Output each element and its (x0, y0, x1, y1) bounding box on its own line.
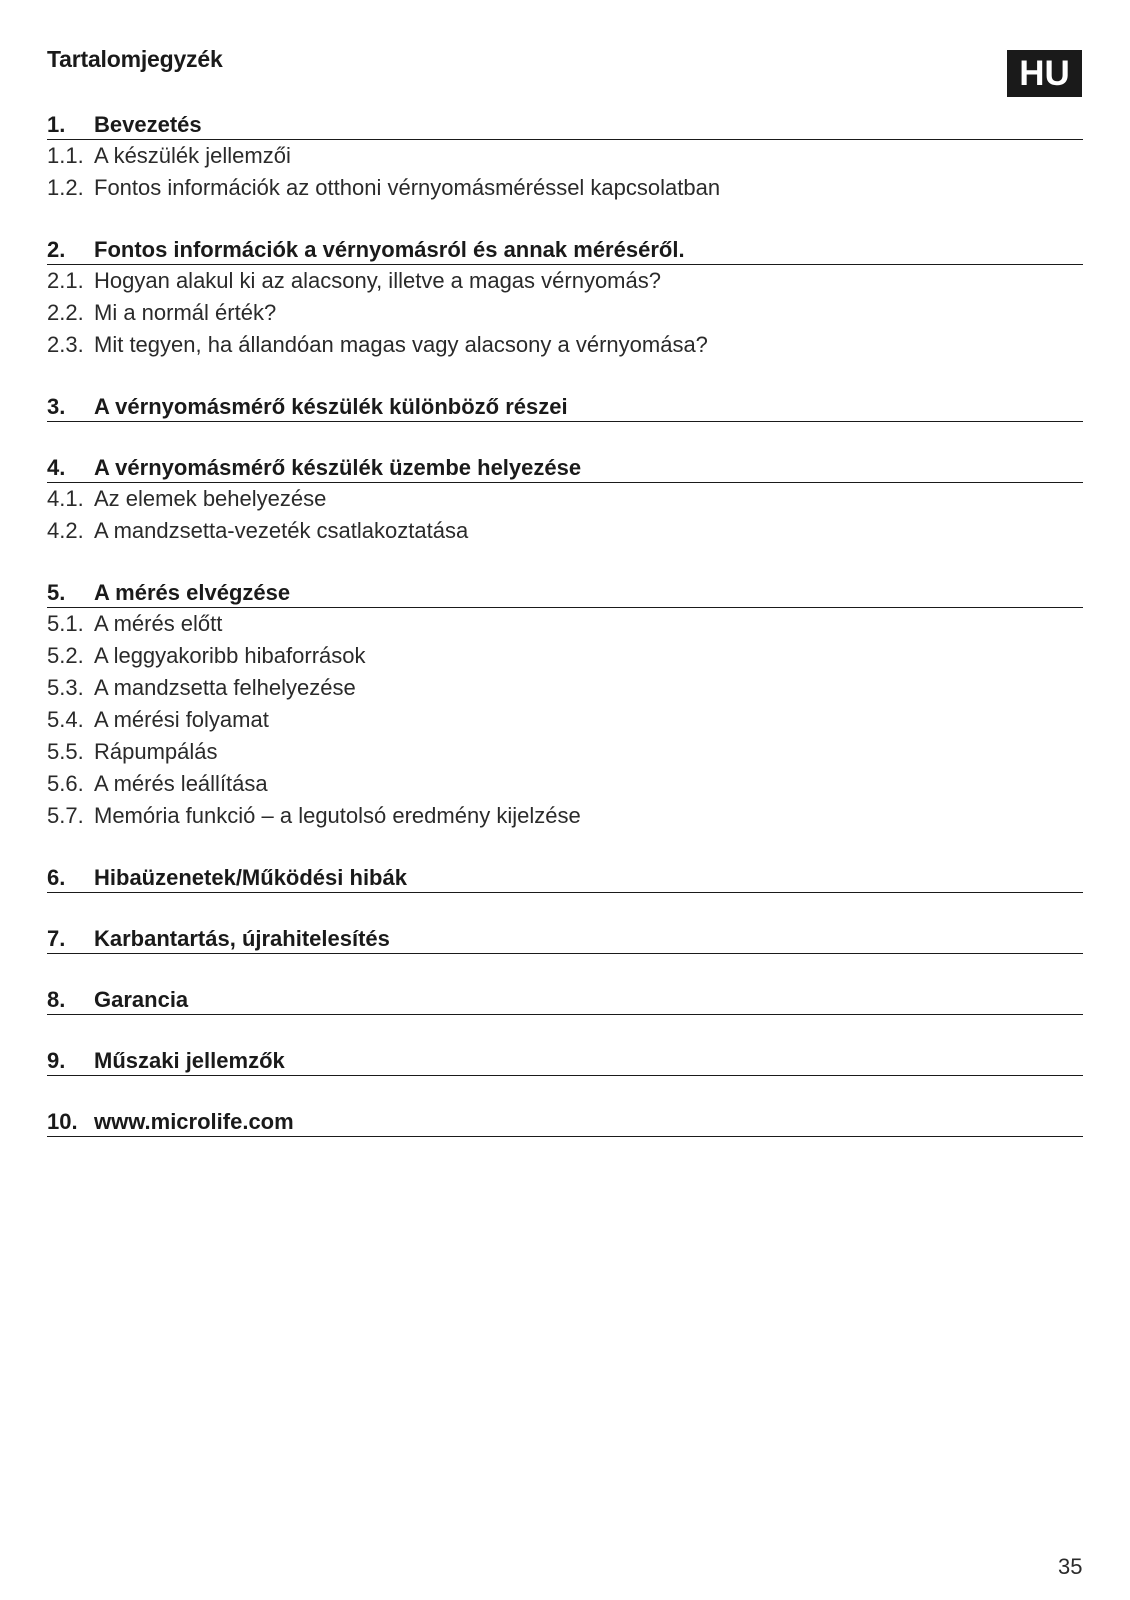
subsection-number: 2.2. (47, 300, 84, 325)
subsection-number: 5.6. (47, 771, 84, 796)
language-badge: HU (1007, 50, 1082, 97)
section-heading[interactable] (47, 1107, 1083, 1137)
subsection-entry[interactable] (47, 483, 1083, 515)
subsection-number: 5.3. (47, 675, 84, 700)
toc-section (47, 1046, 1083, 1076)
section-heading[interactable] (47, 453, 1083, 483)
section-number: 7. (47, 926, 66, 951)
subsection-title: Rápumpálás (94, 739, 218, 764)
section-heading[interactable] (47, 110, 1083, 140)
section-title: Fontos információk a vérnyomásról és annak méréséről. (94, 237, 685, 262)
section-title: A vérnyomásmérő készülék különböző részei (94, 394, 568, 419)
subsection-entry[interactable] (47, 704, 1083, 736)
subsection-title: Fontos információk az otthoni vérnyomásméréssel kapcsolatban (94, 175, 721, 200)
subsection-number: 1.1. (47, 143, 84, 168)
section-title: Garancia (94, 987, 189, 1012)
subsection-title: A készülék jellemzői (94, 143, 291, 168)
toc-section (47, 453, 1083, 547)
section-heading[interactable] (47, 392, 1083, 422)
toc-section (47, 924, 1083, 954)
subsection-title: A mérés előtt (94, 611, 223, 636)
toc-section (47, 863, 1083, 893)
subsection-entry[interactable] (47, 329, 1083, 361)
section-number: 6. (47, 865, 66, 890)
page-title: Tartalomjegyzék (47, 46, 223, 72)
section-number: 9. (47, 1048, 66, 1073)
toc-section (47, 578, 1083, 832)
section-number: 2. (47, 237, 66, 262)
subsection-entry[interactable] (47, 736, 1083, 768)
subsection-number: 5.2. (47, 643, 84, 668)
subsection-title: A mérési folyamat (94, 707, 269, 732)
subsection-entry[interactable] (47, 672, 1083, 704)
section-number: 3. (47, 394, 66, 419)
section-heading[interactable] (47, 578, 1083, 608)
subsection-title: Mi a normál érték? (94, 300, 277, 325)
section-title: Karbantartás, újrahitelesítés (94, 926, 390, 951)
subsection-number: 4.1. (47, 486, 84, 511)
table-of-contents (47, 110, 1083, 1168)
subsection-number: 1.2. (47, 175, 84, 200)
section-number: 1. (47, 112, 66, 137)
section-heading[interactable] (47, 924, 1083, 954)
section-heading[interactable] (47, 863, 1083, 893)
subsection-title: A mandzsetta-vezeték csatlakoztatása (94, 518, 469, 543)
section-title: Műszaki jellemzők (94, 1048, 285, 1073)
section-number: 5. (47, 580, 66, 605)
section-heading[interactable] (47, 985, 1083, 1015)
subsection-number: 5.5. (47, 739, 84, 764)
subsection-title: Mit tegyen, ha állandóan magas vagy alacsony a vérnyomása? (94, 332, 708, 357)
subsection-number: 5.7. (47, 803, 84, 828)
page-number: 35 (1058, 1554, 1083, 1579)
toc-section (47, 110, 1083, 204)
subsection-title: A mandzsetta felhelyezése (94, 675, 356, 700)
section-number: 10. (47, 1109, 78, 1134)
section-title: A vérnyomásmérő készülék üzembe helyezése (94, 455, 582, 480)
subsection-entry[interactable] (47, 297, 1083, 329)
subsection-number: 5.1. (47, 611, 84, 636)
subsection-entry[interactable] (47, 768, 1083, 800)
subsection-entry[interactable] (47, 140, 1083, 172)
section-heading[interactable] (47, 1046, 1083, 1076)
subsection-entry[interactable] (47, 172, 1083, 204)
toc-section (47, 985, 1083, 1015)
toc-section (47, 1107, 1083, 1137)
section-number: 4. (47, 455, 66, 480)
subsection-number: 4.2. (47, 518, 84, 543)
subsection-entry[interactable] (47, 800, 1083, 832)
section-heading[interactable] (47, 235, 1083, 265)
toc-section (47, 392, 1083, 422)
subsection-title: A mérés leállítása (94, 771, 268, 796)
toc-section (47, 235, 1083, 361)
section-title: www.microlife.com (94, 1109, 294, 1134)
subsection-entry[interactable] (47, 265, 1083, 297)
subsection-number: 2.3. (47, 332, 84, 357)
subsection-title: Memória funkció – a legutolsó eredmény kijelzése (94, 803, 581, 828)
subsection-entry[interactable] (47, 515, 1083, 547)
subsection-title: A leggyakoribb hibaforrások (94, 643, 366, 668)
section-title: Bevezetés (94, 112, 202, 137)
section-number: 8. (47, 987, 66, 1012)
subsection-entry[interactable] (47, 640, 1083, 672)
subsection-title: Hogyan alakul ki az alacsony, illetve a magas vérnyomás? (94, 268, 661, 293)
subsection-number: 2.1. (47, 268, 84, 293)
section-title: A mérés elvégzése (94, 580, 291, 605)
subsection-number: 5.4. (47, 707, 84, 732)
subsection-entry[interactable] (47, 608, 1083, 640)
subsection-title: Az elemek behelyezése (94, 486, 327, 511)
section-title: Hibaüzenetek/Működési hibák (94, 865, 407, 890)
